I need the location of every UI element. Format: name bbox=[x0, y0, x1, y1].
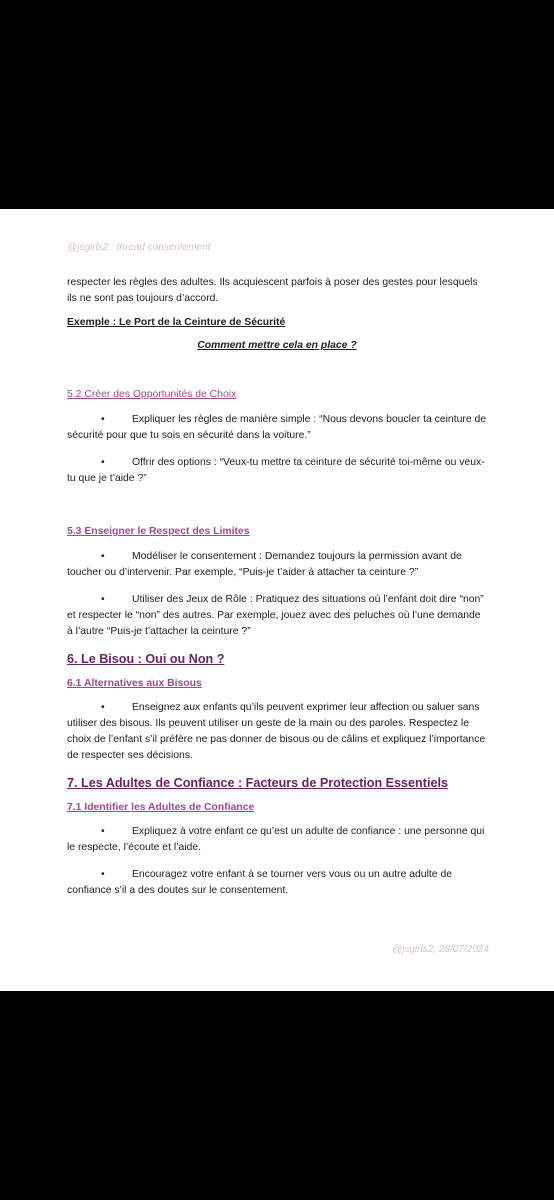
bullet-icon: • bbox=[101, 551, 105, 562]
list-item: • Enseignez aux enfants qu’ils peuvent exprimer leur affection ou saluer sans utiliser des bisous. Ils peuvent utiliser un geste de la main ou des paroles. Respectez le choix de l’enfant s’il préfère ne pas donner de bisous ou de câlins et expliquez l’importance de respecter ses décisions. bbox=[67, 702, 486, 761]
bullet-icon: • bbox=[101, 594, 105, 605]
document-content bbox=[67, 275, 487, 899]
list-item: • Encouragez votre enfant à se tourner vers vous ou un autre adulte de confiance s’il a des doutes sur le consentement. bbox=[67, 869, 453, 896]
page-header: @jsgirls2 : thread consentement bbox=[67, 242, 211, 253]
section-5-2-title: 5.2 Créer des Opportunités de Choix bbox=[67, 389, 237, 400]
list-item: • Modéliser le consentement : Demandez toujours la permission avant de toucher ou d’intervenir. Par exemple, “Puis-je t’aider à attacher ta ceinture ?” bbox=[67, 551, 462, 578]
section-7-1-title: 7.1 Identifier les Adultes de Confiance bbox=[67, 802, 255, 813]
section-5-3-title: 5.3 Enseigner le Respect des Limites bbox=[67, 526, 250, 537]
page-footer: @jsgirls2, 28/07/2024 bbox=[392, 944, 489, 955]
list-item: • Offrir des options : “Veux-tu mettre ta ceinture de sécurité toi-même ou veux-tu que je t’aide ?” bbox=[67, 457, 485, 484]
bullet-icon: • bbox=[101, 869, 105, 880]
intro-paragraph: respecter les règles des adultes. Ils acquiescent parfois à poser des gestes pour lesquels ils ne sont pas toujours d’accord. bbox=[67, 277, 478, 304]
bullet-icon: • bbox=[101, 702, 105, 713]
list-item: • Expliquez à votre enfant ce qu’est un adulte de confiance : une personne qui le respecte, l’écoute et l’aide. bbox=[67, 826, 485, 853]
list-item: • Expliquer les règles de manière simple : “Nous devons boucler ta ceinture de sécurité pour que tu sois en sécurité dans la voiture.” bbox=[67, 414, 487, 441]
question-heading: Comment mettre cela en place ? bbox=[197, 340, 357, 351]
section-7-title: 7. Les Adultes de Confiance : Facteurs de Protection Essentiels bbox=[67, 776, 448, 790]
bullet-icon: • bbox=[101, 414, 105, 425]
bullet-icon: • bbox=[101, 826, 105, 837]
list-item: • Utiliser des Jeux de Rôle : Pratiquez des situations où l’enfant doit dire “non” et respecter le “non” des autres. Par exemple, jouez avec des peluches où l’une demande à l’autre “Puis-je t’attacher la ceinture ?” bbox=[67, 594, 484, 637]
section-6-1-title: 6.1 Alternatives aux Bisous bbox=[67, 678, 202, 689]
document-page bbox=[0, 209, 554, 991]
example-title: Exemple : Le Port de la Ceinture de Sécurité bbox=[67, 317, 286, 328]
bullet-icon: • bbox=[101, 457, 105, 468]
section-6-title: 6. Le Bisou : Oui ou Non ? bbox=[67, 652, 225, 666]
